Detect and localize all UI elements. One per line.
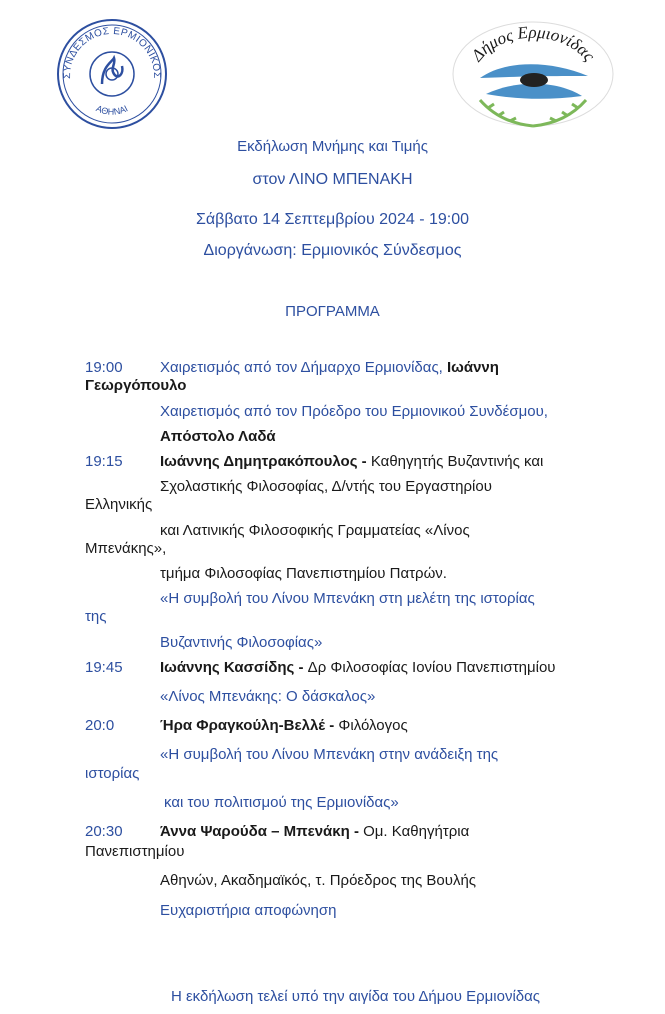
seal-bottom-text: ΑΘΗΝΑΙ	[94, 103, 130, 117]
program-title: ΠΡΟΓΡΑΜΜΑ	[285, 303, 380, 320]
ermioniki-association-seal-logo	[54, 18, 170, 130]
speaker-dimitrakopoulos-role-4: και Λατινικής Φιλοσοφικής Γραμματείας «Λίνος	[160, 522, 470, 539]
speaker-psarouda: Άννα Ψαρούδα – Μπενάκη - Ομ. Καθηγήτρια	[160, 823, 470, 840]
speaker-dimitrakopoulos-role-5: Μπενάκης»,	[85, 540, 167, 557]
time-20-30: 20:30	[85, 823, 123, 840]
event-organizer: Διοργάνωση: Ερμιονικός Σύνδεσμος	[203, 242, 462, 259]
svg-text:Δήμος Ερμιονίδας	[467, 23, 599, 66]
time-20-0: 20:0	[85, 717, 115, 734]
speaker-fragkouli: Ήρα Φραγκούλη-Βελλέ - Φιλόλογος	[160, 717, 408, 734]
event-heading: Εκδήλωση Μνήμης και Τιμής	[237, 138, 428, 155]
talk-title-dimitrakopoulos: «Η συμβολή του Λίνου Μπενάκη στη μελέτη της ιστορίας	[160, 590, 535, 607]
speaker-dimitrakopoulos-role-3: Ελληνικής	[85, 496, 153, 513]
greeting-mayor-name: Γεωργόπουλο	[85, 377, 187, 394]
talk-title-fragkouli: «Η συμβολή του Λίνου Μπενάκη στην ανάδειξη της	[160, 746, 499, 763]
time-19-45: 19:45	[85, 659, 123, 676]
talk-title-dimitrakopoulos-2: της	[85, 608, 107, 625]
municipality-name-text: Δήμος Ερμιονίδας	[467, 22, 599, 65]
event-honoree: στον ΛΙΝΟ ΜΠΕΝΑΚΗ	[252, 171, 413, 188]
auspices-footer: Η εκδήλωση τελεί υπό την αιγίδα του Δήμου Ερμιονίδας	[171, 988, 541, 1005]
talk-title-fragkouli-2: ιστορίας	[85, 765, 140, 782]
time-19-00: 19:00	[85, 359, 123, 376]
speaker-psarouda-role-2: Πανεπιστημίου	[85, 843, 185, 860]
greeting-president: Χαιρετισμός από τον Πρόεδρο του Ερμιονικού Συνδέσμου,	[160, 403, 548, 420]
seal-ring-text: ΣΥΝΔΕΣΜΟΣ ΕΡΜΙΟΝΙΚΟΣ	[61, 25, 163, 79]
time-19-15: 19:15	[85, 453, 123, 470]
closing-remarks: Ευχαριστήρια αποφώνηση	[160, 902, 337, 919]
speaker-dimitrakopoulos-role-2: Σχολαστικής Φιλοσοφίας, Δ/ντής του Εργαστηρίου	[160, 478, 492, 495]
greeting-president-name: Απόστολο Λαδά	[160, 428, 276, 445]
talk-title-dimitrakopoulos-3: Βυζαντινής Φιλοσοφίας»	[160, 634, 323, 651]
speaker-psarouda-role-3: Αθηνών, Ακαδημαϊκός, τ. Πρόεδρος της Βουλής	[160, 872, 477, 889]
talk-title-fragkouli-3: και του πολιτισμού της Ερμιονίδας»	[164, 794, 399, 811]
speaker-dimitrakopoulos: Ιωάννης Δημητρακόπουλος - Καθηγητής Βυζαντινής και	[160, 453, 544, 470]
svg-text:ΑΘΗΝΑΙ	[95, 103, 130, 117]
event-date: Σάββατο 14 Σεπτεμβρίου 2024 - 19:00	[195, 211, 469, 228]
greeting-mayor: Χαιρετισμός από τον Δήμαρχο Ερμιονίδας, Ιωάννη	[160, 359, 499, 376]
talk-title-kassidis: «Λίνος Μπενάκης: Ο δάσκαλος»	[160, 688, 376, 705]
municipality-ermionida-logo	[450, 20, 616, 128]
speaker-kassidis: Ιωάννης Κασσίδης - Δρ Φιλοσοφίας Ιονίου Πανεπιστημίου	[160, 659, 556, 676]
speaker-dimitrakopoulos-role-6: τμήμα Φιλοσοφίας Πανεπιστημίου Πατρών.	[160, 565, 447, 582]
